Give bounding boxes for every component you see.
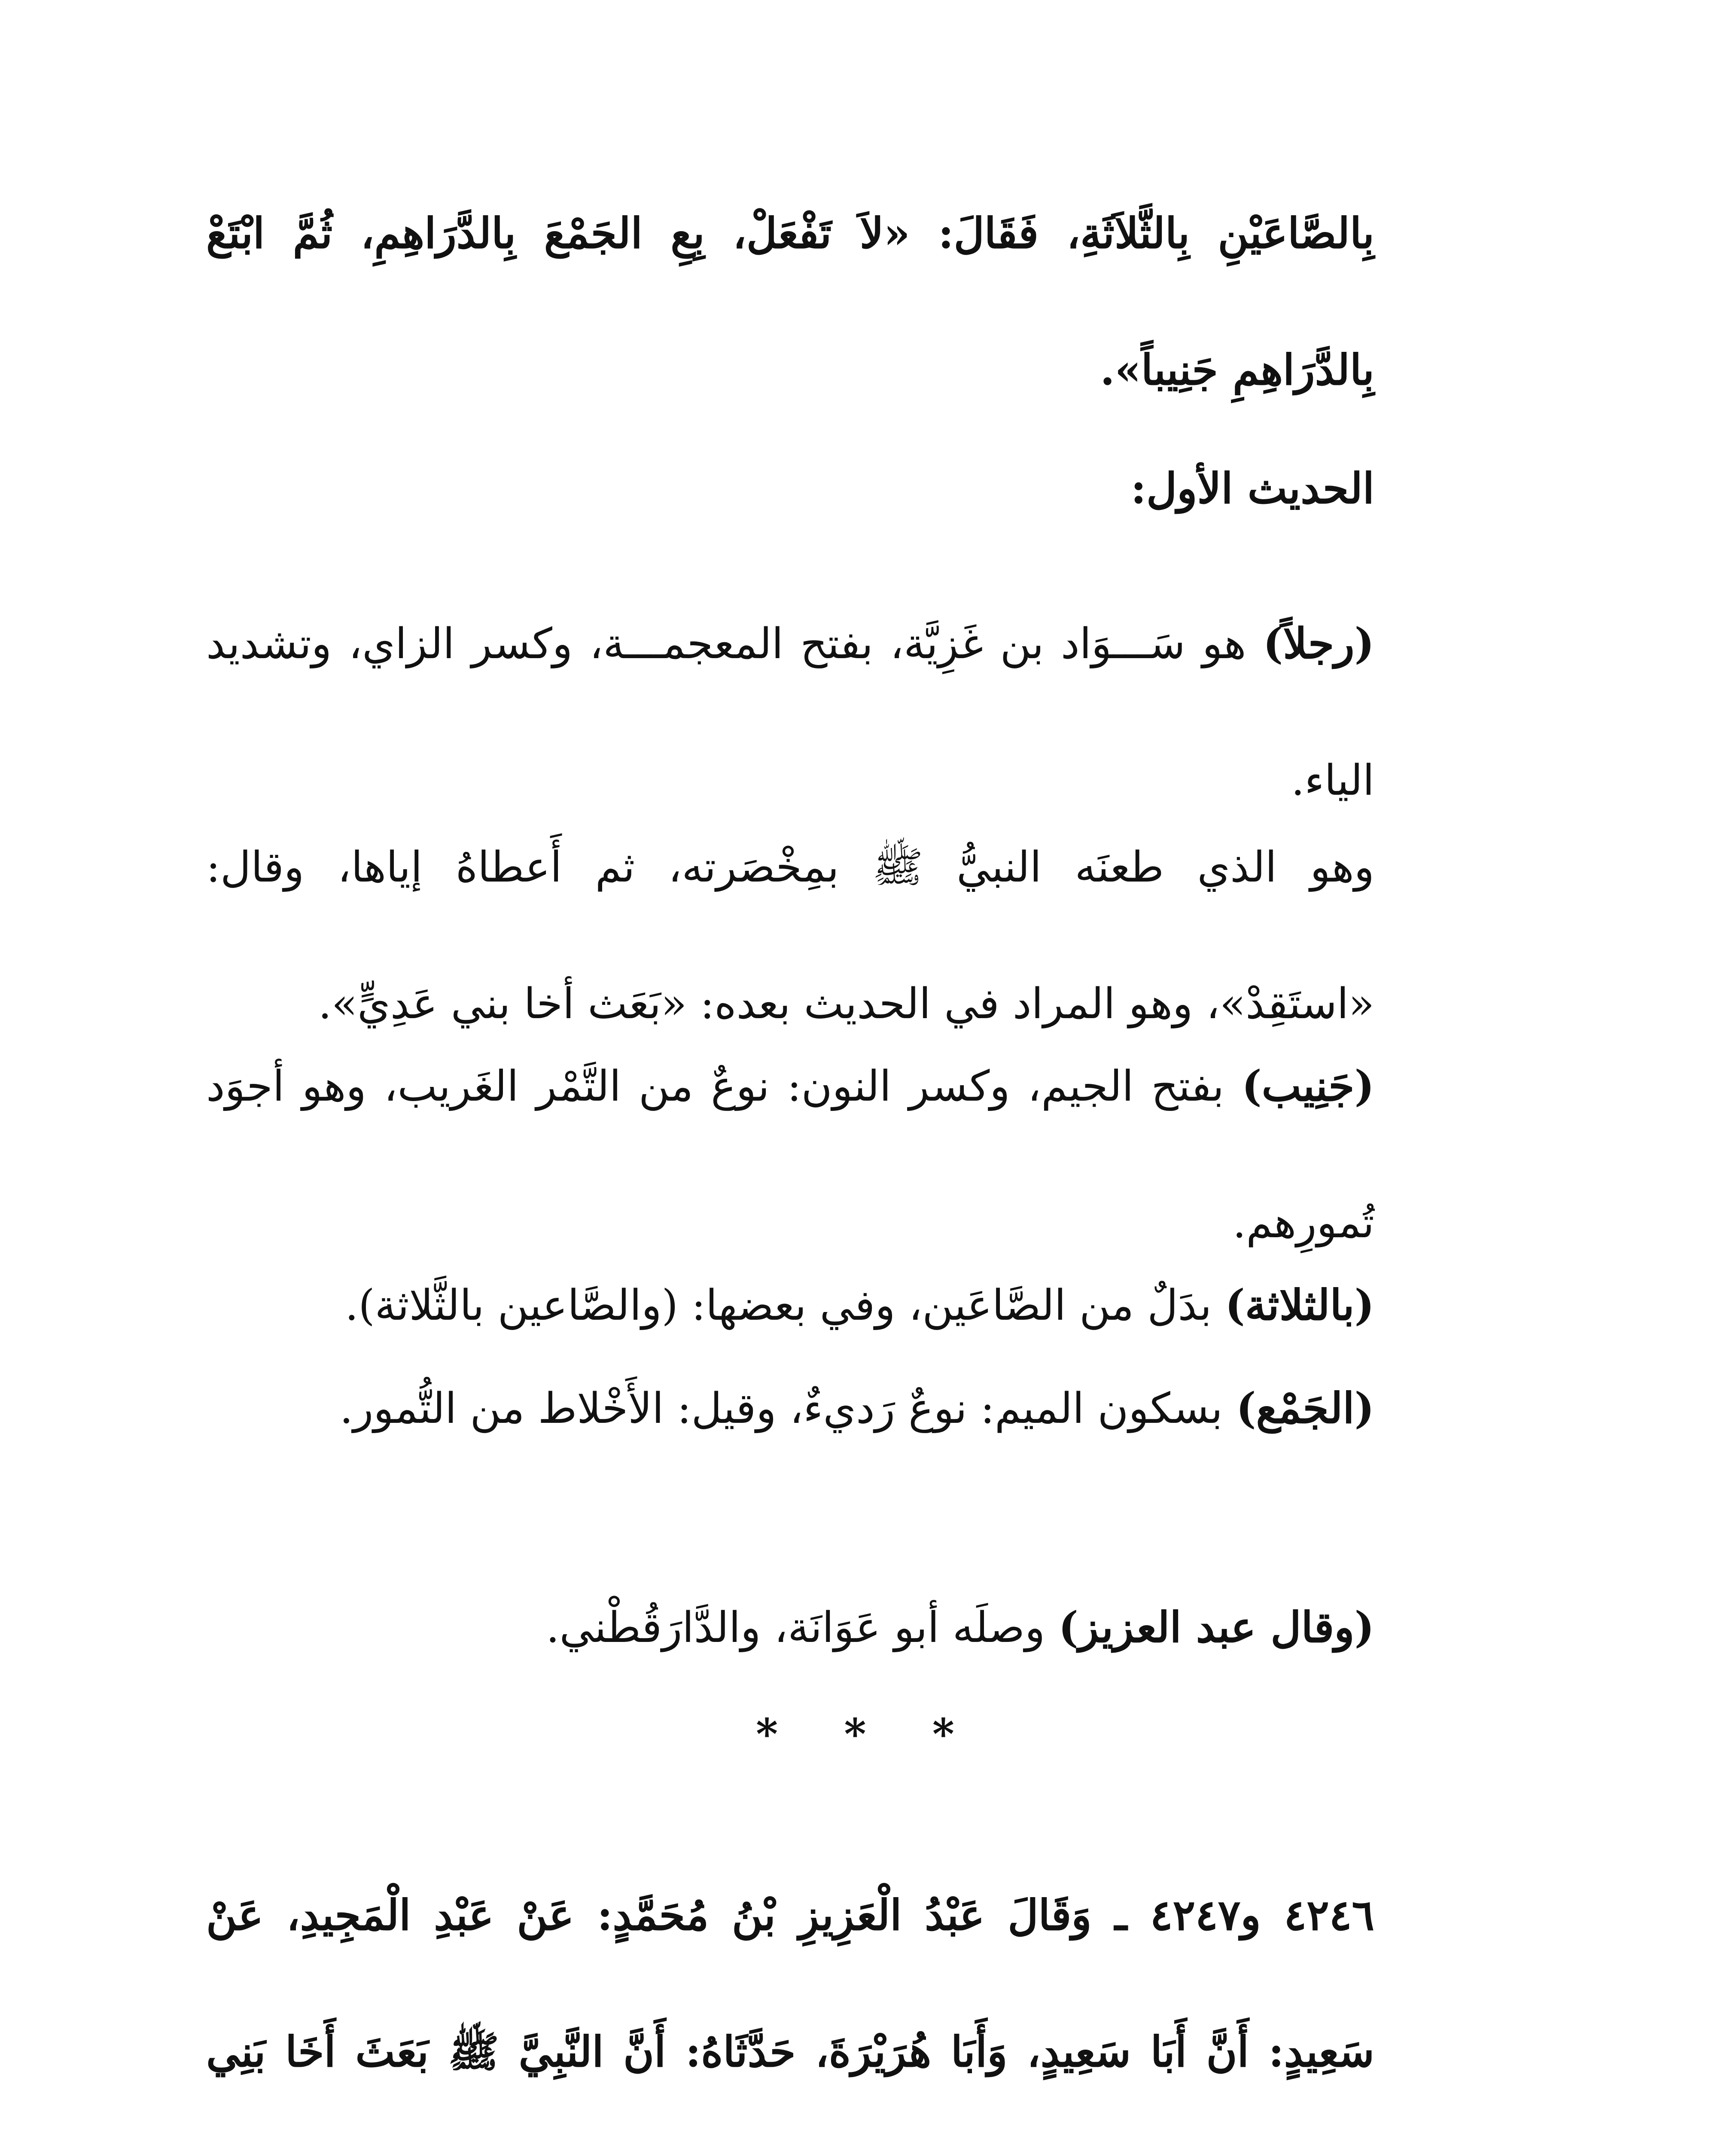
commentary-paragraph-5 (206, 1340, 1374, 1477)
commentary-text: وهو الذي طعنَه النبيُّ ﷺ بمِخْصَرته، ثم أَعطاهُ إياها، وقال: «استَقِدْ»، وهو المراد في الحديث بعده: «بَعَث أخا بني عَدِيٍّ». (206, 843, 1374, 1028)
commentary-term: (الجَمْع) (1236, 1384, 1374, 1433)
commentary-text: بدَلٌ من الصَّاعَين، وفي بعضها: (والصَّاعين بالثَّلاثة). (345, 1281, 1225, 1330)
hadith-continuation: بِالصَّاعَيْنِ بِالثَّلاَثَةِ، فَقَالَ: «لاَ تَفْعَلْ، بِعِ الجَمْعَ بِالدَّرَاهِمِ، ثُمَّ ابْتَعْ بِالدَّرَاهِمِ جَنِيباً». (206, 209, 1374, 395)
commentary-term: (جَنِيب) (1242, 1062, 1374, 1111)
commentary-term: (وقال عبد العزيز) (1058, 1603, 1374, 1652)
section-separator: * * * (756, 1710, 980, 1759)
section-heading: الحديث الأول: (1130, 464, 1374, 513)
commentary-term: (رجلاً) (1263, 619, 1374, 668)
commentary-term: (بالثلاثة) (1225, 1281, 1374, 1330)
commentary-text: بفتح الجيم، وكسر النون: نوعٌ من التَّمْر الغَريب، وهو أجوَد تُمورِهم. (206, 1062, 1374, 1248)
hadith-4246: ٤٢٤٦ و٤٢٤٧ ـ وَقَالَ عَبْدُ الْعَزِيزِ بْنُ مُحَمَّدٍ: عَنْ عَبْدِ الْمَجِيدِ، عَنْ سَعِيدٍ: أَنَّ أَبَا سَعِيدٍ، وَأَبَا هُرَيْرَةَ، حَدَّثَاهُ: أَنَّ النَّبِيَّ ﷺ بَعَثَ أَخَا بَنِي (206, 1891, 1374, 2077)
commentary-paragraph-6 (206, 1559, 1374, 1696)
commentary-text: وصلَه أبو عَوَانَة، والدَّارَقُطْني. (546, 1603, 1059, 1652)
commentary-text: بسكون الميم: نوعٌ رَديءٌ، وقيل: الأَخْلاط من التُّمور. (339, 1384, 1237, 1433)
commentary-text: هو سَـــوَاد بن غَزِيَّة، بفتح المعجمـــة، وكسر الزاي، وتشديد الياء. (206, 619, 1374, 805)
